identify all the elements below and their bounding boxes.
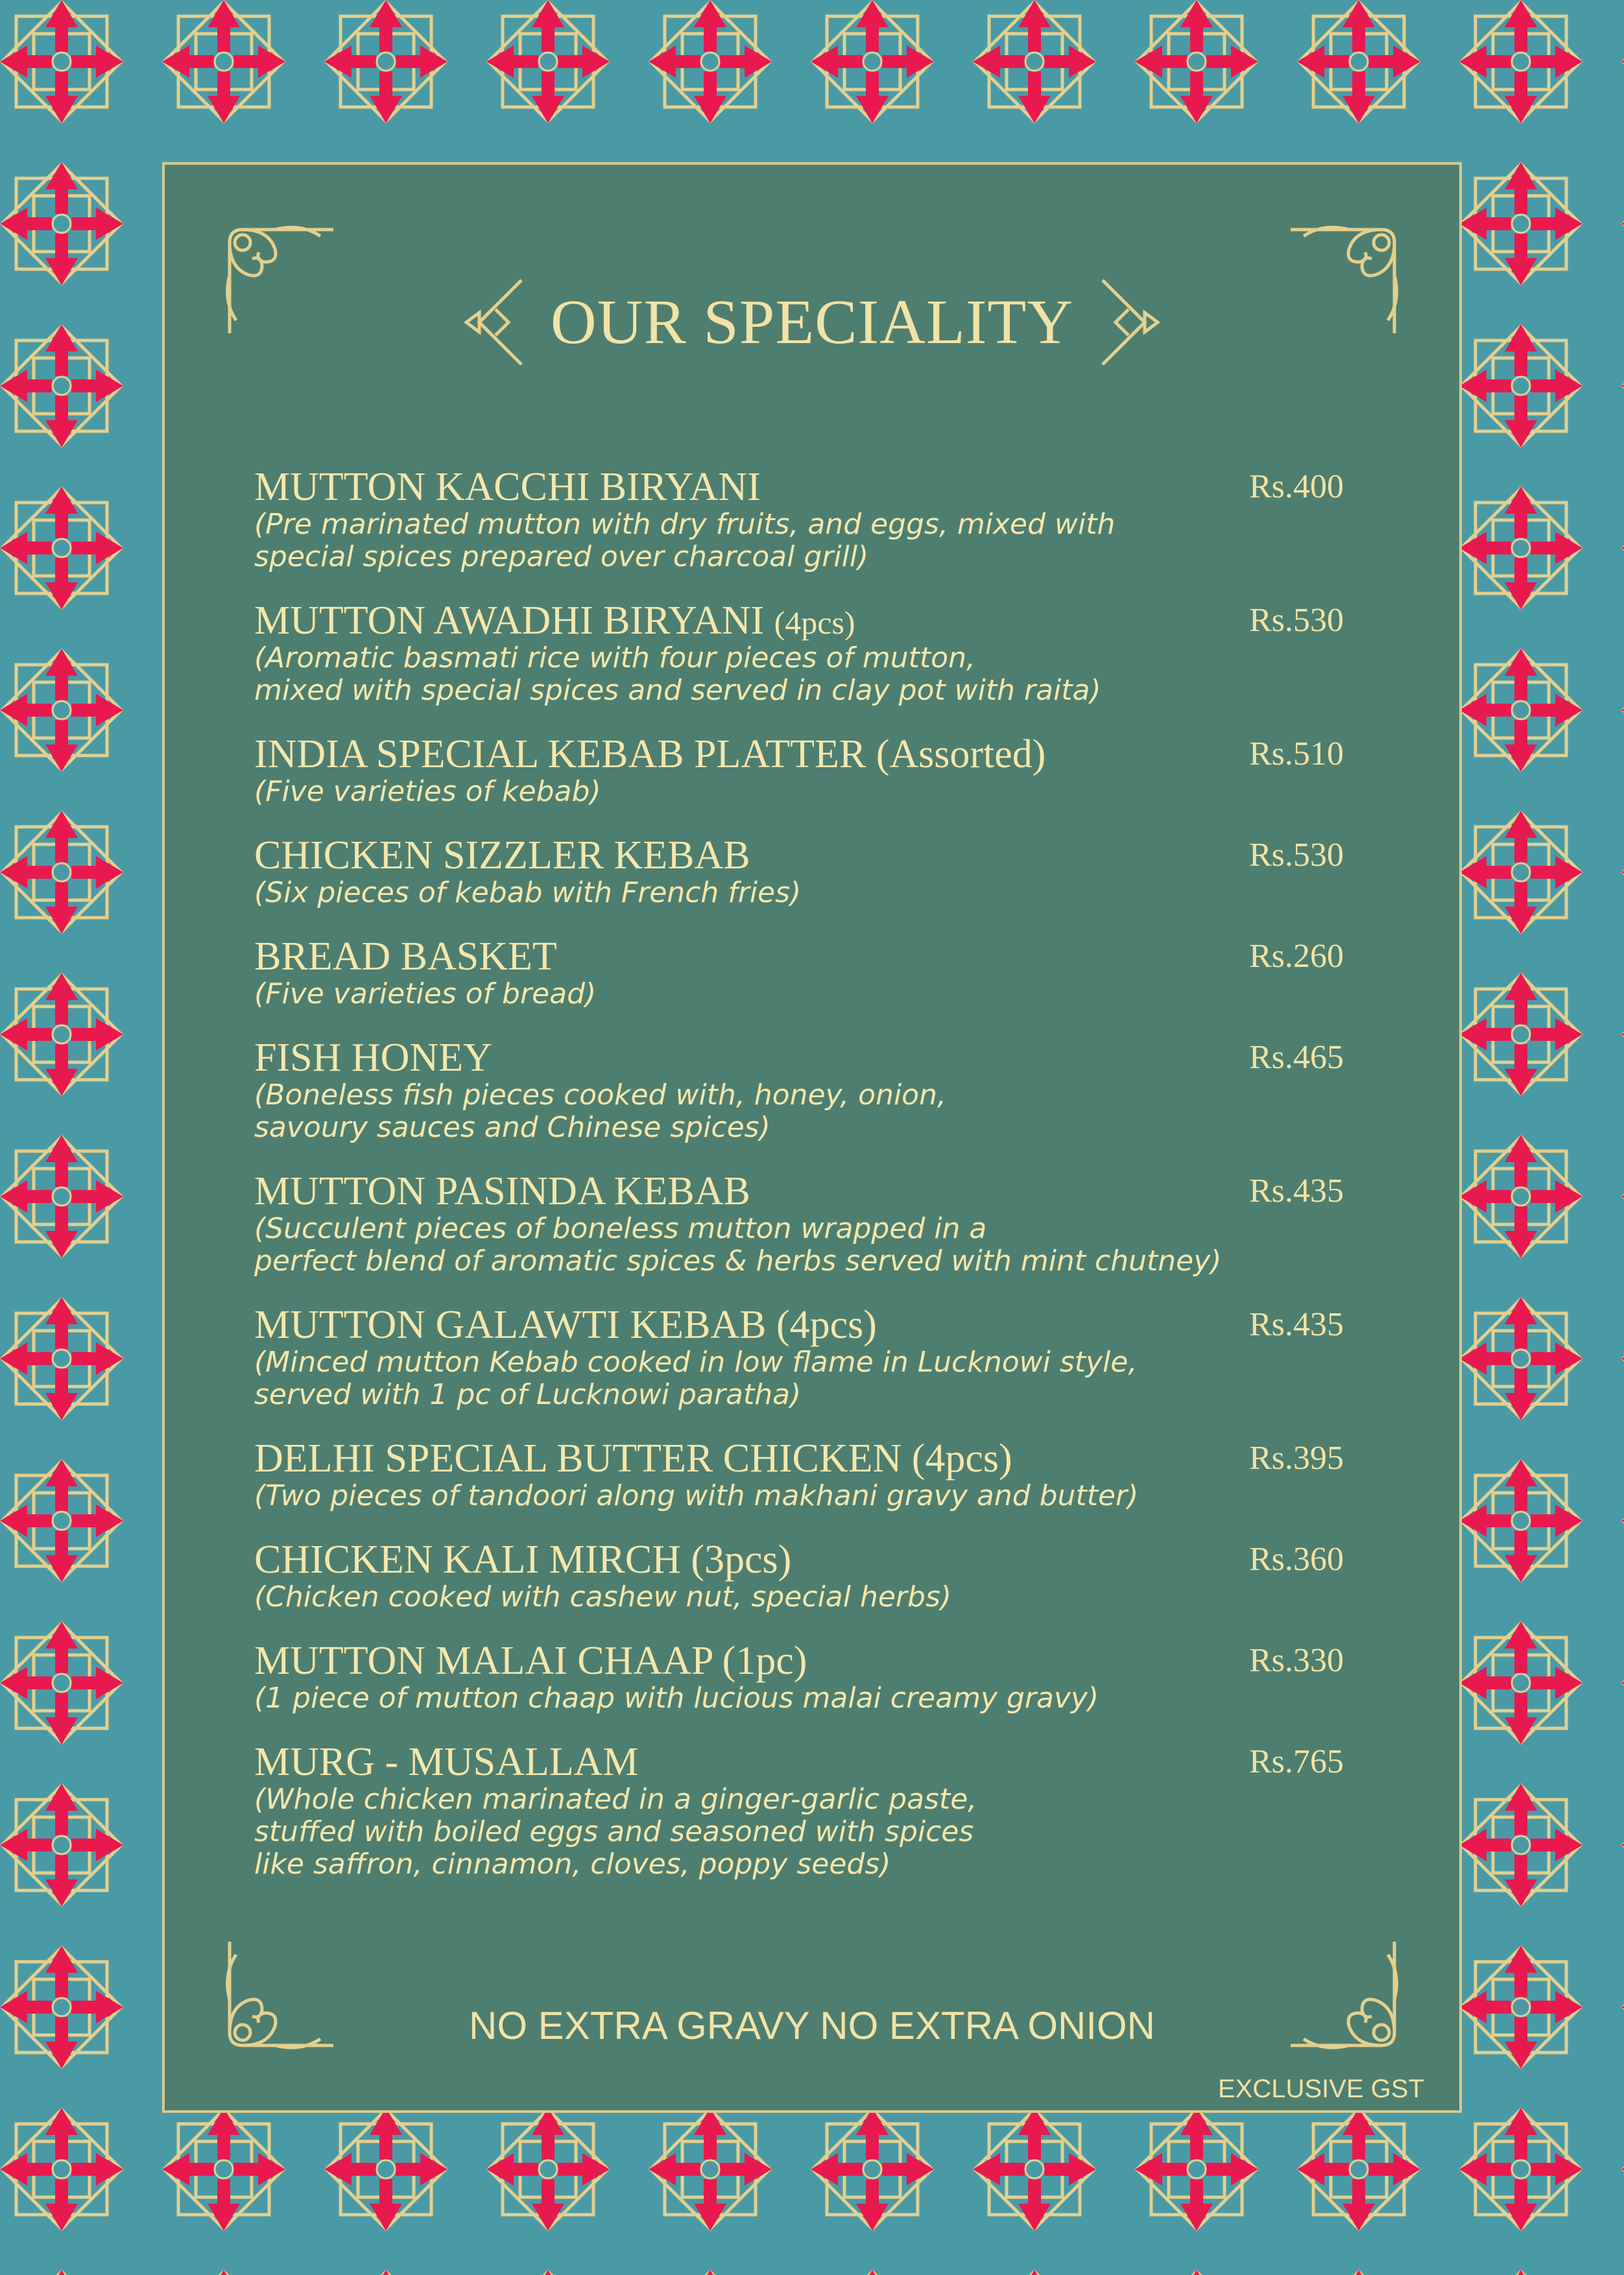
menu-item	[254, 730, 1357, 808]
description-line: like saffron, cinnamon, cloves, poppy seeds)	[254, 1848, 891, 1881]
menu-item	[254, 463, 1357, 573]
item-name: FISH HONEY	[254, 1036, 492, 1080]
description-line: savoury sauces and Chinese spices)	[254, 1111, 770, 1144]
item-description	[254, 1213, 1357, 1278]
title-ornament-left-icon	[460, 274, 525, 371]
description-line: (Five varieties of bread)	[254, 977, 597, 1010]
item-name: MUTTON KACCHI BIRYANI	[254, 465, 761, 509]
item-description	[254, 1783, 1357, 1881]
description-line: (Six pieces of kebab with French fries)	[254, 876, 802, 909]
title-row	[165, 274, 1459, 371]
menu-item	[254, 831, 1357, 909]
item-price: Rs.530	[1249, 602, 1344, 639]
item-description	[254, 1346, 1357, 1411]
description-line: stuffed with boiled eggs and seasoned with spices	[254, 1815, 974, 1848]
description-line: mixed with special spices and served in clay pot with raita)	[254, 674, 1101, 707]
item-description	[254, 1682, 1357, 1715]
item-name-text: MUTTON AWADHI BIRYANI	[254, 599, 765, 643]
item-quantity: (4pcs)	[774, 604, 855, 641]
menu-item	[254, 1435, 1357, 1512]
description-line: perfect blend of aromatic spices & herbs served with mint chutney)	[254, 1245, 1222, 1278]
title-ornament-right-icon	[1099, 274, 1164, 371]
page-title: OUR SPECIALITY	[550, 287, 1074, 357]
menu-item	[254, 1637, 1357, 1715]
item-name: INDIA SPECIAL KEBAB PLATTER (Assorted)	[254, 732, 1046, 776]
item-price: Rs.400	[1249, 468, 1344, 505]
description-line: (Pre marinated mutton with dry fruits, and eggs, mixed with	[254, 508, 1116, 541]
item-price: Rs.395	[1249, 1440, 1344, 1477]
item-price: Rs.435	[1249, 1173, 1344, 1209]
item-description	[254, 776, 1357, 808]
item-description	[254, 1480, 1357, 1512]
item-name: MURG - MUSALLAM	[254, 1740, 639, 1784]
description-line: (Chicken cooked with cashew nut, special herbs)	[254, 1580, 952, 1614]
description-line: (Minced mutton Kebab cooked in low flame in Lucknowi style,	[254, 1346, 1138, 1379]
item-description	[254, 508, 1357, 573]
menu-item	[254, 1536, 1357, 1614]
menu-item	[254, 933, 1357, 1010]
description-line: special spices prepared over charcoal grill)	[254, 540, 869, 573]
item-price: Rs.360	[1249, 1541, 1344, 1578]
description-line: (Whole chicken marinated in a ginger-garlic paste,	[254, 1783, 977, 1816]
description-line: served with 1 pc of Lucknowi paratha)	[254, 1378, 802, 1411]
tax-note: EXCLUSIVE GST	[1218, 2075, 1424, 2103]
item-price: Rs.465	[1249, 1039, 1344, 1076]
menu-list	[254, 463, 1357, 1904]
item-description	[254, 642, 1357, 707]
description-line: (Boneless fish pieces cooked with, honey, onion,	[254, 1078, 946, 1112]
item-name: BREAD BASKET	[254, 935, 557, 979]
description-line: (Two pieces of tandoori along with makhani gravy and butter)	[254, 1479, 1139, 1512]
item-price: Rs.765	[1249, 1743, 1344, 1780]
item-name: MUTTON PASINDA KEBAB	[254, 1169, 750, 1213]
item-description	[254, 877, 1357, 909]
item-price: Rs.510	[1249, 735, 1344, 772]
item-price: Rs.260	[1249, 938, 1344, 975]
menu-item	[254, 1738, 1357, 1881]
item-price: Rs.530	[1249, 837, 1344, 874]
item-description	[254, 1079, 1357, 1144]
item-name: CHICKEN SIZZLER KEBAB	[254, 833, 750, 877]
description-line: (Succulent pieces of boneless mutton wrapped in a	[254, 1212, 987, 1245]
menu-item	[254, 1301, 1357, 1411]
item-name: MUTTON MALAI CHAAP (1pc)	[254, 1639, 807, 1683]
item-name: MUTTON GALAWTI KEBAB (4pcs)	[254, 1303, 877, 1347]
item-description	[254, 1581, 1357, 1614]
menu-item	[254, 1167, 1357, 1278]
item-description	[254, 978, 1357, 1010]
menu-panel	[162, 162, 1462, 2113]
footer-note: NO EXTRA GRAVY NO EXTRA ONION	[469, 2004, 1155, 2047]
item-price: Rs.330	[1249, 1642, 1344, 1679]
description-line: (1 piece of mutton chaap with lucious malai creamy gravy)	[254, 1682, 1099, 1715]
menu-item	[254, 597, 1357, 707]
description-line: (Five varieties of kebab)	[254, 775, 601, 808]
item-name: DELHI SPECIAL BUTTER CHICKEN (4pcs)	[254, 1436, 1012, 1481]
description-line: (Aromatic basmati rice with four pieces of mutton,	[254, 641, 975, 674]
item-price: Rs.435	[1249, 1306, 1344, 1343]
item-name	[254, 599, 855, 643]
item-name: CHICKEN KALI MIRCH (3pcs)	[254, 1538, 792, 1582]
menu-item	[254, 1034, 1357, 1144]
